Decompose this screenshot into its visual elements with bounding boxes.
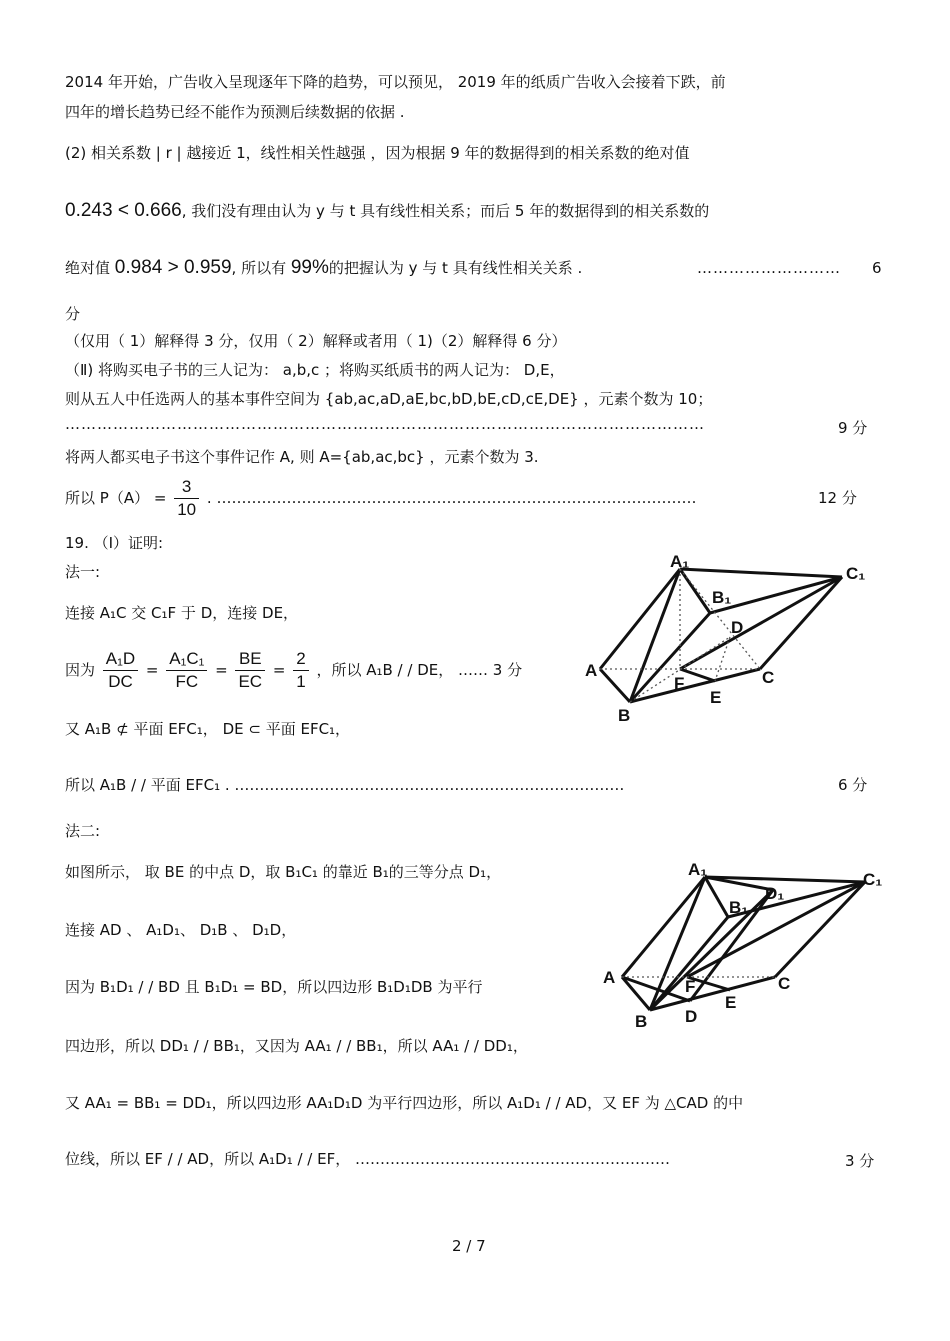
text-line-8: （Ⅱ) 将购买电子书的三人记为： a,b,c ；将购买纸质书的两人记为： D,E， xyxy=(65,361,565,379)
label-f: F xyxy=(685,977,696,996)
text-line-16-rest: ，所以 A₁B / / DE， …… 3 分 xyxy=(316,661,523,679)
label-b1: B₁ xyxy=(729,898,749,917)
text-line-1: 2014 年开始，广告收入呈现逐年下降的趋势，可以预见， 2019 年的纸质广告收入会接着下跌，前 xyxy=(65,73,726,91)
label-c: C xyxy=(778,974,791,993)
because-label: 因为 xyxy=(65,661,96,679)
text-line-22: 因为 B₁D₁ / / BD 且 B₁D₁ = BD，所以四边形 B₁D₁DB 为平行 xyxy=(65,978,483,996)
label-c: C xyxy=(762,668,775,687)
label-d: D xyxy=(685,1007,698,1026)
label-e: E xyxy=(725,993,737,1012)
text-line-21: 连接 AD 、 A₁D₁、 D₁B 、 D₁D， xyxy=(65,921,297,939)
label-c1: C₁ xyxy=(846,564,866,583)
text-line-3: (2) 相关系数 | r | 越接近 1，线性相关性越强 ，因为根据 9 年的数据得到的相关系数的绝对值 xyxy=(65,144,690,162)
text-line-7: （仅用（ 1）解释得 3 分，仅用（ 2）解释或者用（ 1)（2）解释得 6 分） xyxy=(65,332,567,350)
edge-ab xyxy=(600,669,630,702)
edge-b1c1 xyxy=(728,882,865,917)
label-a1: A₁ xyxy=(670,555,690,571)
edge-a1b1 xyxy=(705,877,728,917)
edge-c1f xyxy=(680,577,842,669)
points-6: 6 xyxy=(872,259,882,277)
edge-a1a xyxy=(622,877,705,977)
edge-c1c xyxy=(775,882,865,977)
fraction-3-10 xyxy=(174,476,199,521)
text-line-5-a: 绝对值 xyxy=(65,259,115,277)
points-6b: 6 分 xyxy=(838,776,868,794)
text-line-4-rest: , 我们没有理由认为 y 与 t 具有线性相关系；而后 5 年的数据得到的相关系数的 xyxy=(181,202,710,220)
page-footer: 2 / 7 xyxy=(452,1237,486,1255)
label-a: A xyxy=(603,968,616,987)
percent-value: 99% xyxy=(290,257,329,278)
label-f: F xyxy=(674,674,685,693)
leader-dots-1: ……………………… xyxy=(697,259,841,277)
edge-a1b xyxy=(630,569,680,702)
label-b: B xyxy=(635,1012,648,1031)
text-line-11: 将两人都买电子书这个事件记作 A, 则 A={ab,ac,bc} ，元素个数为 3. xyxy=(65,448,539,466)
fraction-be-ec: $\frac{BE}{EC}$ xyxy=(235,648,265,693)
label-b1: B₁ xyxy=(712,588,732,607)
label-a1: A₁ xyxy=(688,860,708,879)
inequality-1: 0.243 < 0.666 xyxy=(65,200,182,221)
text-line-5-c: , 所以有 xyxy=(231,259,291,277)
prism-figure-1 xyxy=(580,555,880,730)
text-line-19: 法二: xyxy=(65,822,101,840)
edge-fe xyxy=(680,669,715,681)
text-line-16: 因为 $\frac{\text{A₁D}}{DC}$ = $\frac{\text{A₁C₁}}{FC}$ = $\frac{BE}{EC}$ = $\frac{2}{1}$ ，所以 A₁B / / DE， …… 3 分 xyxy=(65,649,523,691)
label-d: D xyxy=(731,618,744,637)
fraction-2-1: $\frac{2}{1}$ xyxy=(293,648,308,693)
points-3: 3 分 xyxy=(845,1152,875,1170)
text-line-23: 四边形，所以 DD₁ / / BB₁，又因为 AA₁ / / BB₁，所以 AA₁ / / DD₁， xyxy=(65,1037,528,1055)
text-line-6: 分 xyxy=(65,305,81,323)
inequality-2: 0.984 > 0.959 xyxy=(114,257,232,278)
fraction-denominator: 10 xyxy=(177,500,197,519)
text-line-25: 位线，所以 EF / / AD，所以 A₁D₁ / / EF， ……………………………………………………… xyxy=(65,1150,670,1168)
edge-a1c1 xyxy=(680,569,842,577)
text-line-12 xyxy=(65,476,696,521)
fraction-numerator: 3 xyxy=(174,476,199,499)
leader-dots-3: . …………………………………………………………………………………… xyxy=(206,489,697,507)
prism-figure-2 xyxy=(595,855,890,1033)
text-line-14: 法一: xyxy=(65,563,101,581)
text-line-24: 又 AA₁ = BB₁ = DD₁，所以四边形 AA₁D₁D 为平行四边形，所以 A₁D₁ / / AD，又 EF 为 △CAD 的中 xyxy=(65,1094,744,1112)
text-line-18: 所以 A₁B / / 平面 EFC₁ . …………………………………………………………………… xyxy=(65,776,625,794)
edge-a1b1 xyxy=(680,569,710,613)
text-line-15: 连接 A₁C 交 C₁F 于 D，连接 DE， xyxy=(65,604,299,622)
text-line-5 xyxy=(65,258,582,278)
text-line-13: 19. （Ⅰ）证明: xyxy=(65,534,164,552)
text-line-4 xyxy=(65,201,709,221)
text-line-9: 则从五人中任选两人的基本事件空间为 {ab,ac,aD,aE,bc,bD,bE,cD,cE,DE} ，元素个数为 10； xyxy=(65,390,713,408)
leader-dots-2: ………………………………………………………………………………………………………… xyxy=(65,415,705,433)
label-a: A xyxy=(585,661,598,680)
label-e: E xyxy=(710,688,722,707)
probability-label: 所以 P（A） = xyxy=(65,489,167,507)
fraction-a1c1-fc: $\frac{\text{A₁C₁}}{FC}$ xyxy=(166,648,207,693)
text-line-20: 如图所示， 取 BE 的中点 D，取 B₁C₁ 的靠近 B₁的三等分点 D₁， xyxy=(65,863,502,881)
edge-c1c xyxy=(760,577,842,669)
text-line-17: 又 A₁B ⊄ 平面 EFC₁， DE ⊂ 平面 EFC₁， xyxy=(65,720,351,738)
label-b: B xyxy=(618,706,631,725)
points-9: 9 分 xyxy=(838,419,868,437)
text-line-5-e: 的把握认为 y 与 t 具有线性相关关系 . xyxy=(328,259,583,277)
fraction-a1d-dc: $\frac{\text{A₁D}}{DC}$ xyxy=(103,648,138,693)
label-c1: C₁ xyxy=(863,870,883,889)
points-12: 12 分 xyxy=(818,489,857,507)
text-line-2: 四年的增长趋势已经不能作为预测后续数据的依据 . xyxy=(65,103,405,121)
label-d1: D₁ xyxy=(765,884,785,903)
edge-a1a xyxy=(600,569,680,669)
